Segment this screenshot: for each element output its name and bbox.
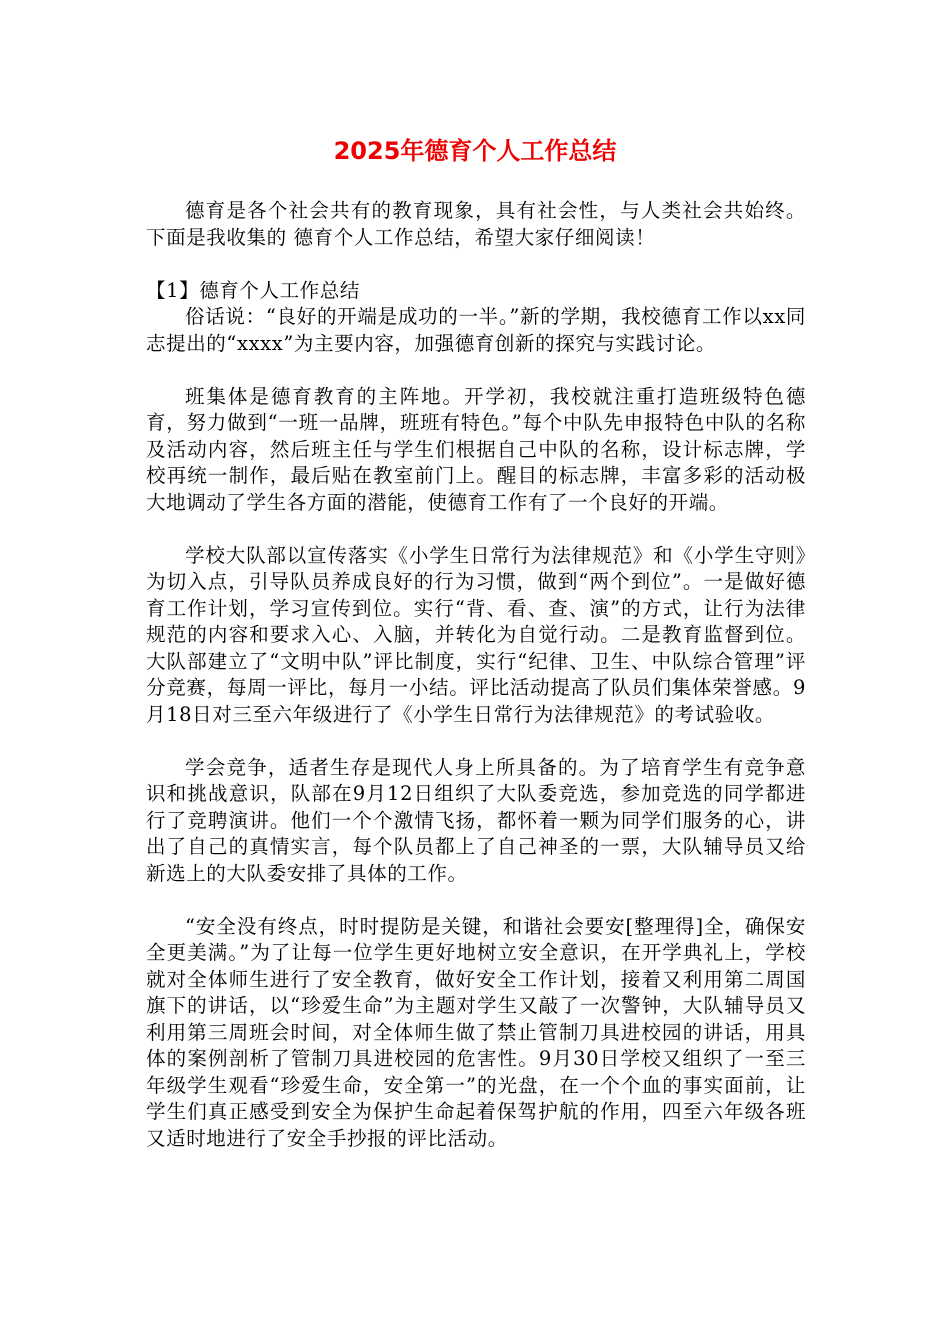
document-title: 2025年德育个人工作总结 bbox=[333, 137, 617, 165]
body-paragraph-3: 学校大队部以宣传落实《小学生日常行为法律规范》和《小学生守则》为切入点，引导队员养成良好的行为习惯，做到“两个到位”。一是做好德育工作计划，学习宣传到位。实行“背、看、查、演”的方式，让行为法律规范的内容和要求入心、入脑，并转化为自觉行动。二是教育监督到位。大队部建立了“文明中队”评比制度，实行“纪律、卫生、中队综合管理”评分竞赛，每周一评比，每月一小结。评比活动提高了队员们集体荣誉感。9月18日对三至六年级进行了《小学生日常行为法律规范》的考试验收。 bbox=[146, 543, 806, 726]
paragraph-spacer bbox=[146, 357, 806, 384]
paragraph-spacer bbox=[146, 887, 806, 914]
body-paragraph-2: 班集体是德育教育的主阵地。开学初，我校就注重打造班级特色德育，努力做到“一班一品牌，班班有特色。”每个中队先申报特色中队的名称及活动内容，然后班主任与学生们根据自己中队的名称，设计标志牌，学校再统一制作，最后贴在教室前门上。醒目的标志牌，丰富多彩的活动极大地调动了学生各方面的潜能，使德育工作有了一个良好的开端。 bbox=[146, 384, 806, 514]
body-paragraph-4: 学会竞争，适者生存是现代人身上所具备的。为了培育学生有竞争意识和挑战意识，队部在9月12日组织了大队委竞选，参加竞选的同学都进行了竞聘演讲。他们一个个激情飞扬，都怀着一颗为同学们服务的心，讲出了自己的真情实言，每个队员都上了自己神圣的一票，大队辅导员又给新选上的大队委安排了具体的工作。 bbox=[146, 755, 806, 885]
paragraph-spacer bbox=[146, 251, 806, 278]
document-body bbox=[146, 198, 806, 1152]
intro-paragraph: 德育是各个社会共有的教育现象，具有社会性，与人类社会共始终。下面是我收集的 德育个人工作总结，希望大家仔细阅读！ bbox=[146, 199, 806, 249]
paragraph-spacer bbox=[146, 728, 806, 755]
paragraph-spacer bbox=[146, 516, 806, 543]
body-paragraph-1: 俗话说：“良好的开端是成功的一半。”新的学期，我校德育工作以xx同志提出的“xxxx”为主要内容，加强德育创新的探究与实践讨论。 bbox=[146, 305, 806, 355]
body-paragraph-5: “安全没有终点，时时提防是关键，和谐社会要安[整理得]全，确保安全更美满。”为了让每一位学生更好地树立安全意识，在开学典礼上，学校就对全体师生进行了安全教育，做好安全工作计划，接着又利用第二周国旗下的讲话，以“珍爱生命”为主题对学生又敲了一次警钟，大队辅导员又利用第三周班会时间，对全体师生做了禁止管制刀具进校园的讲话，用具体的案例剖析了管制刀具进校园的危害性。9月30日学校又组织了一至三年级学生观看“珍爱生命，安全第一”的光盘，在一个个血的事实面前，让学生们真正感受到安全为保护生命起着保驾护航的作用，四至六年级各班又适时地进行了安全手抄报的评比活动。 bbox=[146, 914, 806, 1150]
section-heading: 【1】德育个人工作总结 bbox=[146, 278, 361, 302]
